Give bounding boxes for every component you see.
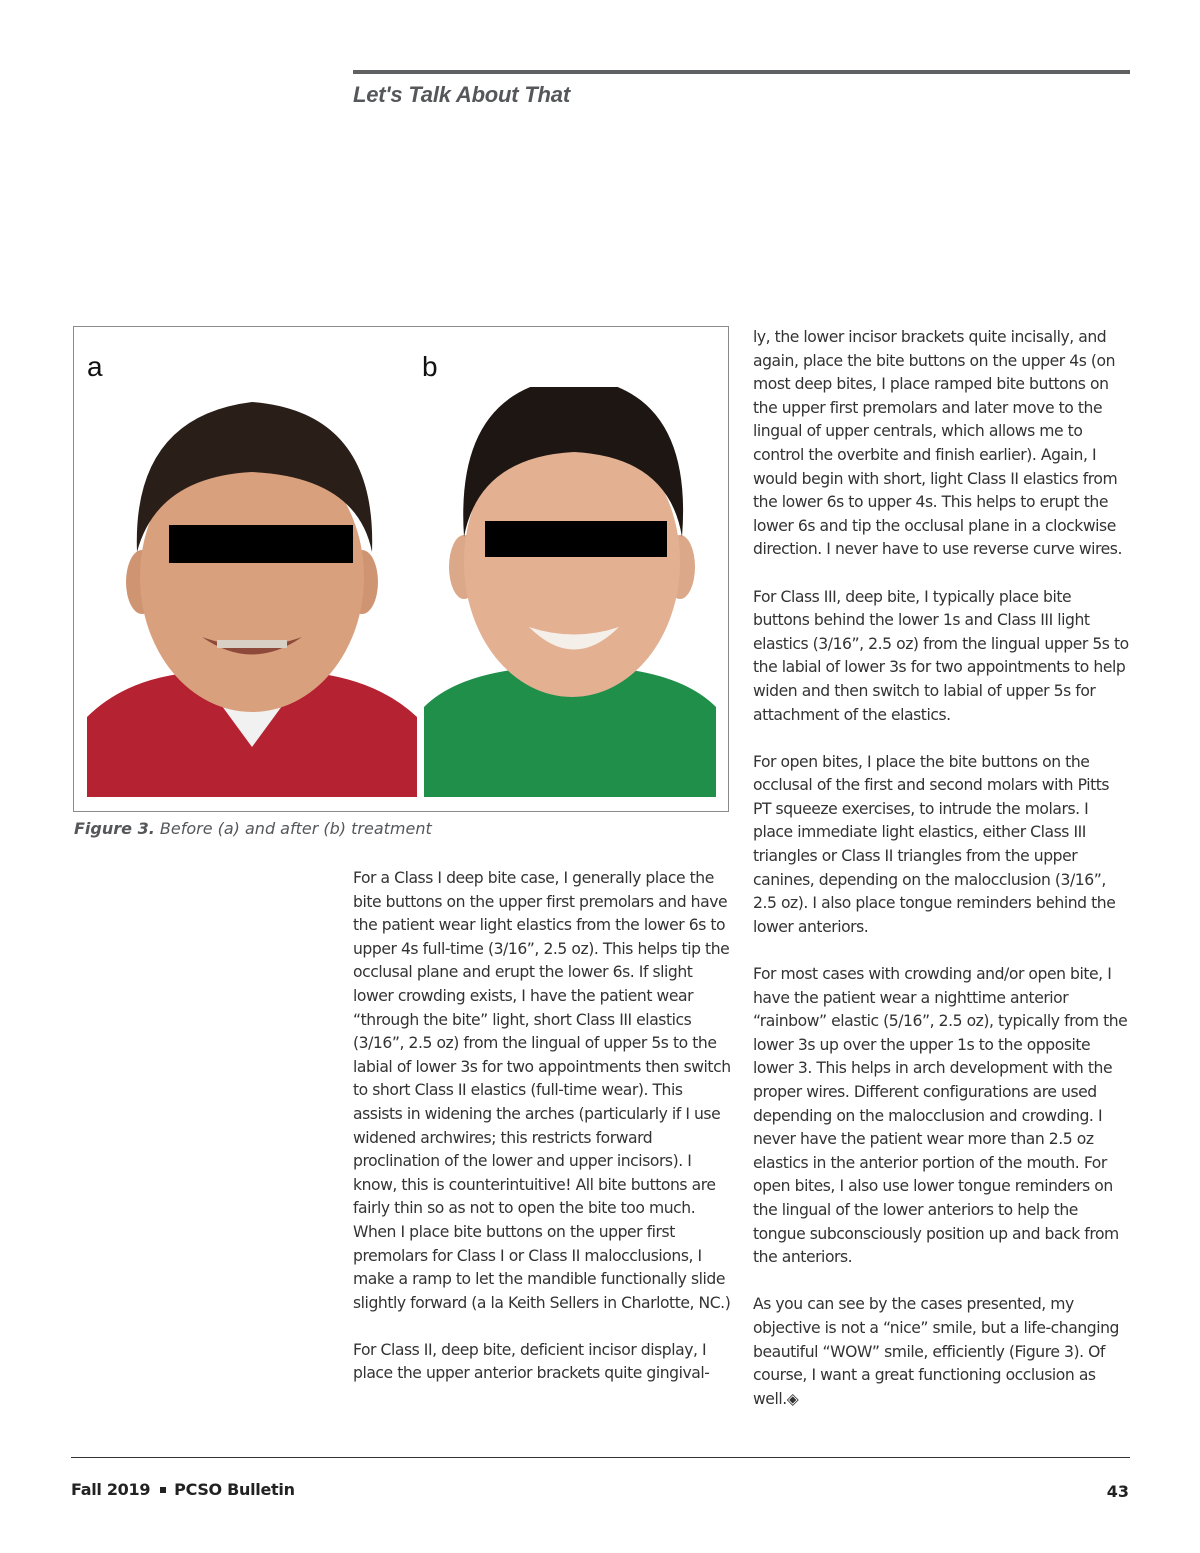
footer-season: Fall 2019: [71, 1480, 151, 1499]
paragraph: For open bites, I place the bite buttons on the occlusal of the first and second molars with Pitts PT squeeze exercises, to intrude the molars. I place immediate light elastics, either Class III triangles or Class II triangles from the upper canines, depending on the malocclusion (3/16”, 2.5 oz). I also place tongue reminders behind the lower anteriors.: [753, 752, 1116, 936]
censor-bar: [169, 525, 353, 563]
figure-caption: [74, 819, 432, 838]
photo-before: [87, 387, 417, 797]
photo-after: [424, 387, 716, 797]
paragraph: For Class II, deep bite, deficient incisor display, I place the upper anterior brackets quite gingival-: [353, 1340, 710, 1383]
caption-text: Before (a) and after (b) treatment: [154, 819, 432, 838]
paragraph: As you can see by the cases presented, my objective is not a “nice” smile, but a life-changing beautiful “WOW” smile, efficiently (Figure 3). Of course, I want a great functioning occlusion as well.◈: [753, 1295, 1119, 1408]
figure-3: [73, 326, 729, 812]
paragraph: For most cases with crowding and/or open bite, I have the patient wear a nighttime anterior “rainbow” elastic (5/16”, 2.5 oz), typically from the lower 3s up over the upper 1s to the opposite lower 3. This helps in arch development with the proper wires. Different configurations are used depending on the malocclusion and crowding. I never have the patient wear more than 2.5 oz elastics in the anterior portion of the mouth. For open bites, I also use lower tongue reminders on the lingual of the lower anteriors to help the tongue subconsciously position up and back from the anteriors.: [753, 965, 1128, 1267]
panel-label-b: b: [422, 351, 438, 382]
page-number: 43: [1106, 1482, 1129, 1501]
censor-bar: [485, 521, 667, 557]
article-column-left: [353, 867, 731, 1410]
caption-figure-number: Figure 3.: [74, 819, 155, 838]
paragraph: For Class III, deep bite, I typically place bite buttons behind the lower 1s and Class III light elastics (3/16”, 2.5 oz) from the lingual upper 5s to the labial of lower 3s for two appointments to help widen and then switch to labial of upper 5s for attachment of the elastics.: [753, 587, 1129, 724]
paragraph: ly, the lower incisor brackets quite incisally, and again, place the bite buttons on the upper 4s (on most deep bites, I place ramped bite buttons on the upper first premolars and later move to the lingual of upper centrals, which allows me to control the overbite and finish earlier). Again, I would begin with short, light Class II elastics from the lower 6s to upper 4s. This helps to erupt the lower 6s and tip the occlusal plane in a clockwise direction. I never have to use reverse curve wires.: [753, 328, 1122, 559]
article-column-right: [753, 326, 1131, 1435]
header-rule: [353, 70, 1130, 74]
footer-publication: [71, 1480, 295, 1499]
footer-rule: [71, 1457, 1130, 1458]
footer-separator: [160, 1487, 166, 1493]
panel-label-a: a: [87, 351, 103, 382]
section-title: Let's Talk About That: [353, 82, 570, 107]
paragraph: For a Class I deep bite case, I generally place the bite buttons on the upper first premolars and have the patient wear light elastics from the lower 6s to upper 4s full-time (3/16”, 2.5 oz). This helps tip the occlusal plane and erupt the lower 6s. If slight lower crowding exists, I have the patient wear “through the bite” light, short Class III elastics (3/16”, 2.5 oz) from the lingual of upper 5s to the labial of lower 3s for two appointments then switch to short Class II elastics (full-time wear). This assists in widening the arches (particularly if I use widened archwires; this restricts forward proclination of the lower and upper incisors). I know, this is counterintuitive! All bite buttons are fairly thin so as not to open the bite too much. When I place bite buttons on the upper first premolars for Class I or Class II malocclusions, I make a ramp to let the mandible functionally slide slightly forward (a la Keith Sellers in Charlotte, NC.): [353, 869, 731, 1312]
footer-publication-name: PCSO Bulletin: [174, 1480, 295, 1499]
